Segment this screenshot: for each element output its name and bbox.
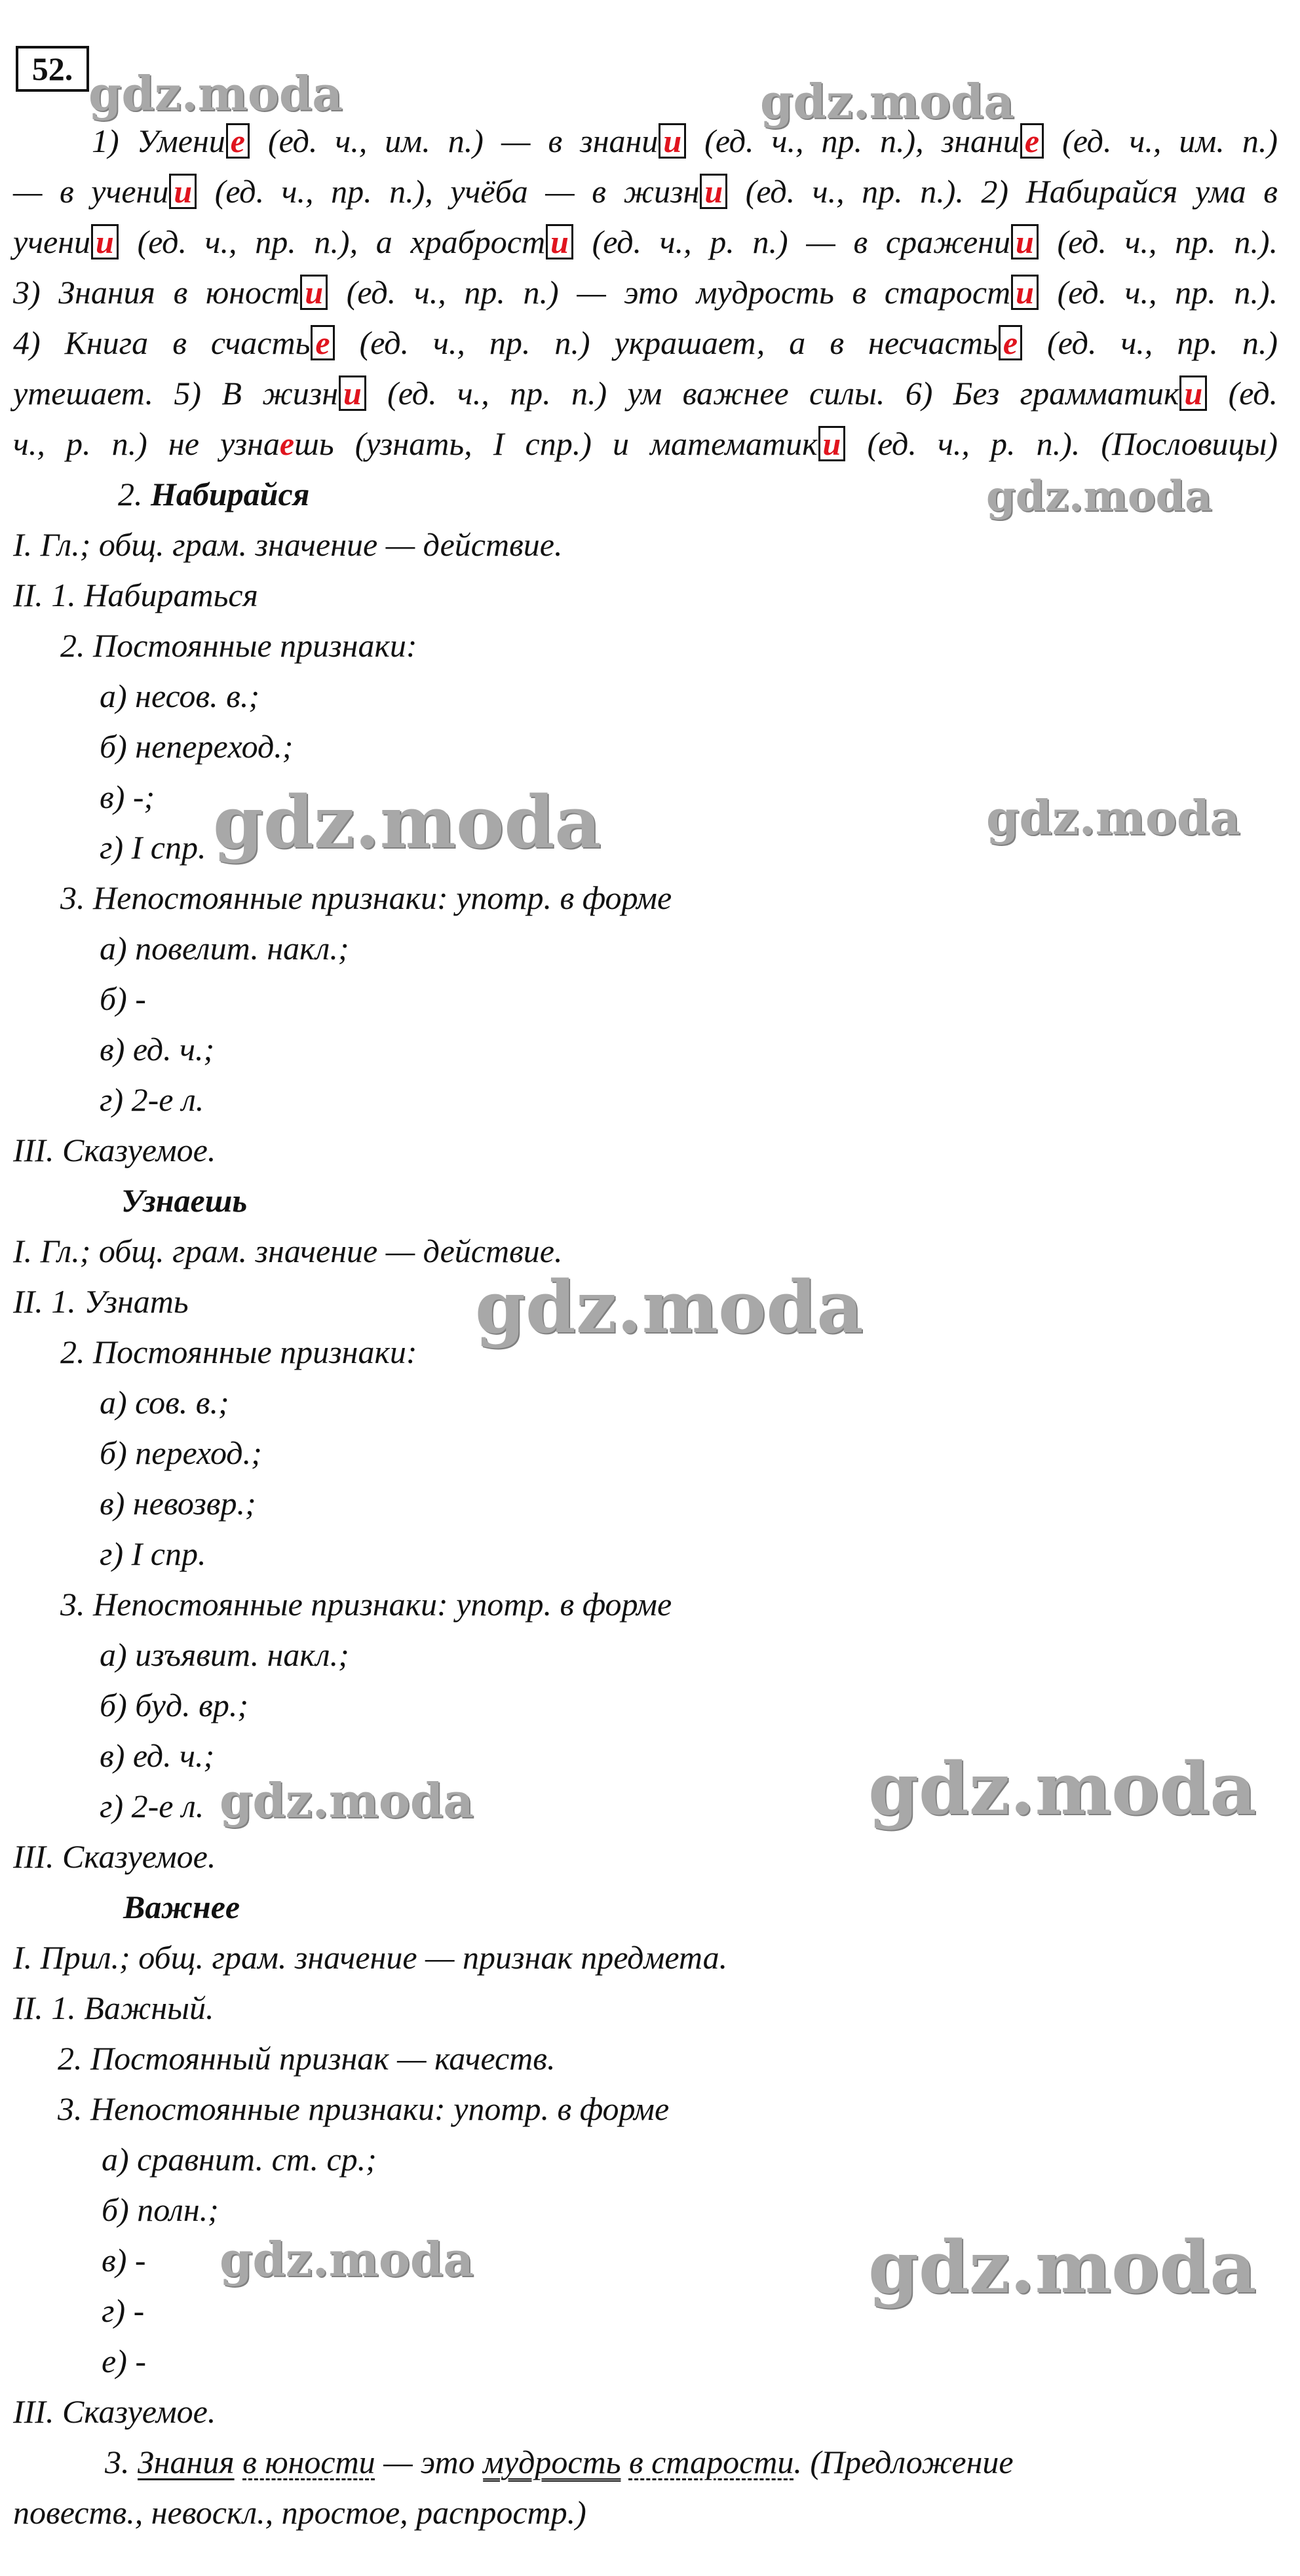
analysis1-line: г) I спр. [100,829,206,866]
analysis2-line: г) 2-е л. [100,1788,204,1824]
proverb-line-5 [13,323,1278,362]
analysis3-line: 3. Непостоянные признаки: употр. в форме [58,2090,670,2127]
analysis3-line: II. 1. Важный. [13,1990,214,2026]
proverb-line-3 [13,222,1278,261]
analysis1-line: б) - [100,980,146,1017]
attribute-phrase: в старости [628,2444,794,2480]
inserted-letter: и [1011,224,1039,260]
analysis2-line: а) изъявит. накл.; [100,1636,349,1673]
text: (ед. [1208,375,1278,412]
text: 4) Книга в счасть [13,324,311,361]
analysis2-line: г) I спр. [100,1535,206,1572]
watermark: gdz.moda [986,472,1212,521]
analysis1-line: I. Гл.; общ. грам. значение — действие. [13,526,563,563]
analysis1-line: а) повелит. накл.; [100,930,349,967]
analysis1-line: а) несов. в.; [100,678,259,714]
predicate-word: мудрость [483,2444,621,2480]
analysis2-line: б) буд. вр.; [100,1687,248,1723]
proverb-line-1 [13,121,1278,161]
attribute-phrase: в юности [242,2444,375,2480]
analysis2-line: I. Гл.; общ. грам. значение — действие. [13,1233,563,1269]
analysis3-line: I. Прил.; общ. грам. значение — признак предмета. [13,1939,728,1976]
analysis-heading-vazhnee: Важнее [123,1889,240,1925]
heading-number: 2. [118,476,151,512]
watermark: gdz.moda [88,66,343,121]
text: шь (узнать, I спр.) и математик [294,425,818,462]
inserted-letter: е [226,123,250,159]
inserted-letter: е [999,325,1022,360]
analysis-heading-nabiraisya [118,474,309,514]
inserted-letter: и [1011,275,1039,310]
analysis2-line: 2. Постоянные признаки: [60,1334,417,1370]
text: 1) Умени [92,123,225,159]
sentence-analysis-line-2: повеств., невоскл., простое, распростр.) [13,2494,586,2531]
analysis3-line: в) - [102,2242,146,2278]
watermark: gdz.moda [220,2231,474,2287]
text: учени [13,223,91,260]
analysis2-line: в) невозвр.; [100,1485,256,1522]
analysis3-line: III. Сказуемое. [13,2393,216,2430]
text: (ед. ч., пр. п.), а храброст [119,223,546,260]
watermark: gdz.moda [868,2225,1257,2309]
text: — это [375,2444,484,2480]
text: — в учени [13,173,169,210]
text: (ед. ч., пр. п.). [1039,274,1278,311]
watermark: gdz.moda [220,1773,474,1828]
text: утешает. 5) В жизн [13,375,339,412]
analysis1-line: 2. Постоянные признаки: [60,627,417,664]
inserted-letter: е [1020,123,1044,159]
analysis1-line: в) -; [100,779,155,815]
analysis2-line: 3. Непостоянные признаки: употр. в форме [60,1586,672,1623]
inserted-letter: е [311,325,334,360]
inserted-letter: и [339,375,366,411]
watermark: gdz.moda [986,790,1240,845]
inserted-letter: и [300,275,328,310]
analysis1-line: II. 1. Набираться [13,577,258,613]
analysis1-line: б) неперeход.; [100,728,294,765]
text: . (Предложение [793,2444,1014,2480]
text: 3) Знания в юност [13,274,300,311]
text: (ед. ч., им. п.) — в знани [250,123,659,159]
text: (ед. ч., пр. п.) ум важнее силы. 6) Без грамматик [366,375,1179,412]
text: ч., р. п.) не узна [13,425,280,462]
inserted-letter: и [169,174,197,209]
analysis3-line: г) - [102,2292,145,2329]
proverb-line-6 [13,374,1278,413]
text: (ед. ч., р. п.). (Пословицы) [846,425,1278,462]
analysis2-line: в) ед. ч.; [100,1737,215,1774]
analysis1-line: 3. Непостоянные признаки: употр. в форме [60,879,672,916]
analysis1-line: в) ед. ч.; [100,1031,215,1067]
text: (ед. ч., пр. п.), знани [687,123,1020,159]
inserted-letter: и [659,123,686,159]
analysis3-line: 2. Постоянный признак — качеств. [58,2040,556,2077]
inserted-letter: и [1179,375,1207,411]
heading-word: Набирайся [151,476,310,512]
inserted-letter: и [818,426,846,461]
inserted-letter: и [700,174,727,209]
analysis1-line: г) 2-е л. [100,1081,204,1118]
text: (ед. ч., пр. п.) [1023,324,1278,361]
analysis3-line: е) - [102,2343,146,2379]
analysis2-line: а) сов. в.; [100,1384,229,1421]
exercise-number: 52. [16,46,89,92]
analysis3-line: б) полн.; [102,2191,219,2228]
inserted-letter: и [546,224,573,260]
subject-word: Знания [138,2444,235,2480]
analysis-heading-uznaesh: Узнаешь [121,1182,248,1219]
text: (ед. ч., пр. п.). [1039,223,1278,260]
highlighted-letter: е [279,425,295,462]
watermark: gdz.moda [868,1746,1257,1831]
text: (ед. ч., р. п.) — в сражени [573,223,1010,260]
watermark: gdz.moda [213,780,602,864]
analysis1-line: III. Сказуемое. [13,1132,216,1168]
watermark: gdz.moda [760,73,1014,129]
inserted-letter: и [91,224,119,260]
analysis2-line: б) переход.; [100,1434,262,1471]
watermark: gdz.moda [475,1265,864,1349]
proverb-line-7 [13,424,1278,463]
text: (ед. ч., пр. п.), учёба — в жизн [197,173,700,210]
sentence-analysis-line-1 [105,2442,1014,2482]
text: (ед. ч., им. п.) [1044,123,1278,159]
text: (ед. ч., пр. п.) украшает, а в несчасть [335,324,998,361]
proverb-line-4 [13,273,1278,312]
proverb-line-2 [13,172,1278,211]
analysis2-line: III. Сказуемое. [13,1838,216,1875]
text: (ед. ч., пр. п.). 2) Набирайся ума в [728,173,1278,210]
sentence-number: 3. [105,2444,138,2480]
text: (ед. ч., пр. п.) — это мудрость в старост [328,274,1011,311]
analysis3-line: а) сравнит. ст. ср.; [102,2141,377,2178]
analysis2-line: II. 1. Узнать [13,1283,189,1320]
